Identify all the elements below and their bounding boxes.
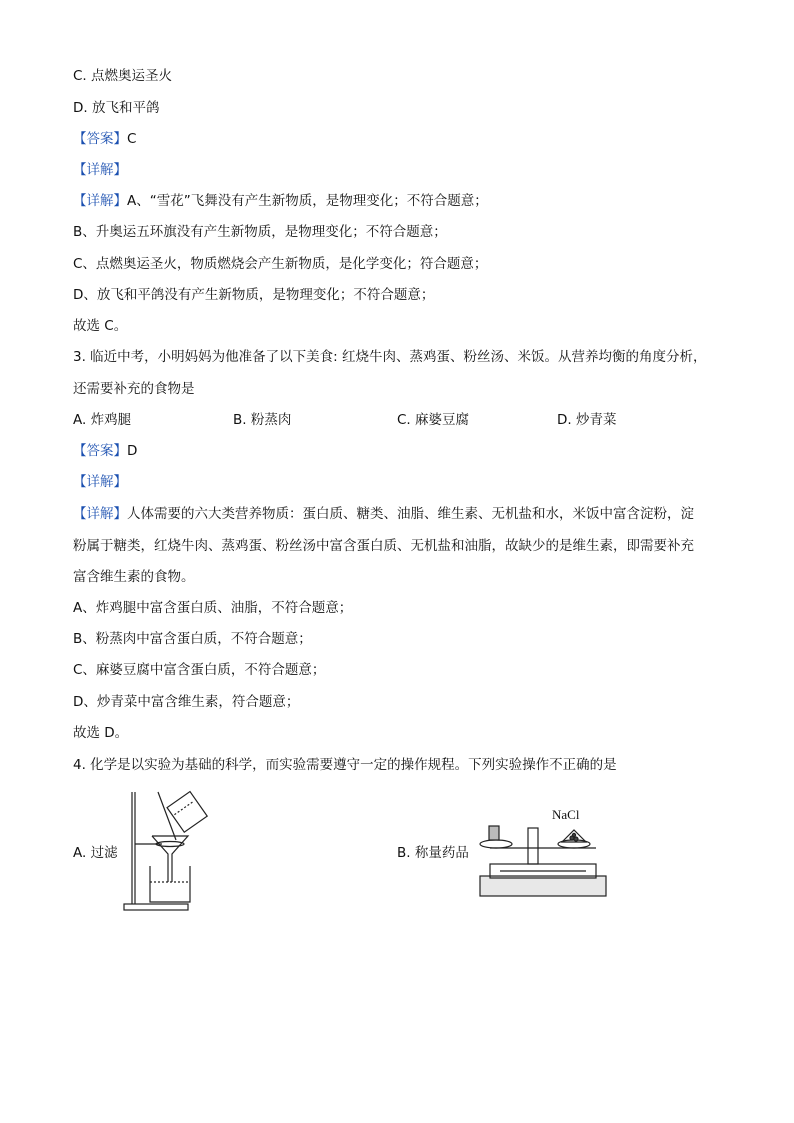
q3-analysis-line: D、炒青菜中富含维生素，符合题意； — [73, 694, 300, 710]
question-3-stem-1: 3. 临近中考，小明妈妈为他准备了以下美食: 红烧牛肉、蒸鸡蛋、粉丝汤、米饭。从营养均衡的角度分析， — [73, 349, 707, 365]
answer-line — [73, 129, 136, 149]
answer-value: D — [127, 443, 138, 459]
nacl-label: NaCl — [552, 807, 580, 822]
question-3-stem-2: 还需要补充的食物是 — [73, 381, 195, 397]
analysis-line: B、升奥运五环旗没有产生新物质，是物理变化；不符合题意； — [73, 224, 447, 240]
q3-conclusion-line: 故选 D。 — [73, 725, 129, 741]
detail-tag: 【详解】 — [73, 193, 127, 209]
balance-weighing-figure — [476, 818, 610, 902]
q3-detail-line-2: 粉属于糖类，红烧牛肉、蒸鸡蛋、粉丝汤中富含蛋白质、无机盐和油脂，故缺少的是维生素，即需要补充 — [73, 538, 694, 554]
detail-tag: 【详解】 — [73, 506, 127, 522]
detail-text: A、“雪花”飞舞没有产生新物质，是物理变化；不符合题意； — [127, 193, 488, 209]
q3-option-c: C. 麻婆豆腐 — [397, 412, 470, 428]
detail-heading: 【详解】 — [73, 162, 127, 178]
q3-analysis-line: B、粉蒸肉中富含蛋白质，不符合题意； — [73, 631, 312, 647]
answer-tag: 【答案】 — [73, 131, 127, 147]
q3-analysis-line: C、麻婆豆腐中富含蛋白质，不符合题意； — [73, 662, 326, 678]
answer-value: C — [127, 131, 137, 147]
filtration-apparatus-figure — [120, 786, 220, 916]
q3-option-a: A. 炸鸡腿 — [73, 412, 132, 428]
conclusion-line: 故选 C。 — [73, 318, 128, 334]
analysis-line: D、放飞和平鸽没有产生新物质，是物理变化；不符合题意； — [73, 287, 435, 303]
detail-text: 人体需要的六大类营养物质：蛋白质、糖类、油脂、维生素、无机盐和水，米饭中富含淀粉，淀 — [127, 506, 694, 522]
q3-option-d: D. 炒青菜 — [557, 412, 617, 428]
q3-detail-line-3: 富含维生素的食物。 — [73, 569, 195, 585]
detail-line — [73, 191, 488, 211]
q3-detail-heading: 【详解】 — [73, 474, 127, 490]
q4-option-a: A. 过滤 — [73, 845, 118, 861]
question-4-stem: 4. 化学是以实验为基础的科学，而实验需要遵守一定的操作规程。下列实验操作不正确的是 — [73, 757, 617, 773]
analysis-line: C、点燃奥运圣火，物质燃烧会产生新物质，是化学变化；符合题意； — [73, 256, 488, 272]
q4-option-b: B. 称量药品 — [397, 845, 469, 861]
option-d: D. 放飞和平鸽 — [73, 100, 160, 116]
option-c: C. 点燃奥运圣火 — [73, 68, 173, 84]
answer-tag: 【答案】 — [73, 443, 127, 459]
q3-answer-line — [73, 441, 137, 461]
q3-analysis-line: A、炸鸡腿中富含蛋白质、油脂，不符合题意； — [73, 600, 353, 616]
q3-option-b: B. 粉蒸肉 — [233, 412, 292, 428]
q3-detail-line-1 — [73, 504, 694, 524]
